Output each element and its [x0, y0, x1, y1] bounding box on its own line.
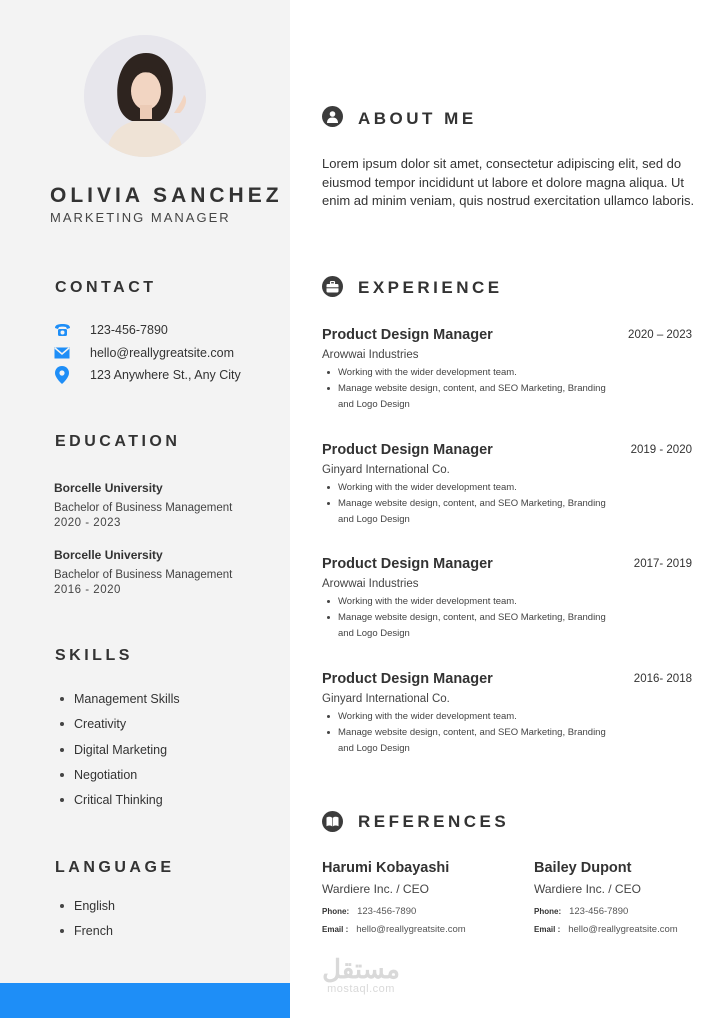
reference-email	[534, 924, 678, 935]
job-bullet: Manage website design, content, and SEO Marketing, Branding and Logo Design	[322, 496, 622, 528]
bullet-dot	[60, 773, 64, 777]
education-heading: EDUCATION	[55, 433, 181, 450]
experience-entry	[322, 671, 692, 761]
experience-heading: EXPERIENCE	[358, 278, 503, 297]
reference-phone	[322, 906, 416, 917]
job-bullets	[322, 709, 622, 757]
education-school: Borcelle University	[54, 481, 163, 495]
watermark-latin: mostaql.com	[327, 983, 395, 995]
skill-label: Critical Thinking	[74, 793, 163, 807]
job-years: 2016- 2018	[633, 673, 692, 685]
envelope-icon	[53, 344, 71, 362]
reference-name: Bailey Dupont	[534, 860, 632, 876]
bullet-dot	[60, 929, 64, 933]
reference-phone-label: Phone:	[322, 907, 350, 916]
job-bullet: Working with the wider development team.	[322, 365, 622, 381]
education-years: 2020 - 2023	[54, 517, 121, 529]
contact-address: 123 Anywhere St., Any City	[90, 368, 241, 382]
user-icon	[322, 106, 343, 127]
education-school: Borcelle University	[54, 548, 163, 562]
job-bullet: Manage website design, content, and SEO Marketing, Branding and Logo Design	[322, 610, 622, 642]
bullet-dot	[60, 904, 64, 908]
reference-name: Harumi Kobayashi	[322, 860, 450, 876]
watermark	[316, 955, 406, 995]
skill-item	[60, 717, 126, 731]
job-title: Product Design Manager	[322, 671, 493, 687]
job-bullet: Working with the wider development team.	[322, 594, 622, 610]
contact-phone: 123-456-7890	[90, 323, 168, 337]
watermark-arabic: مستقل	[322, 954, 400, 984]
education-degree: Bachelor of Business Management	[54, 502, 233, 514]
map-pin-icon	[53, 366, 71, 384]
reference-email-value[interactable]: hello@reallygreatsite.com	[568, 924, 678, 935]
bullet-dot	[60, 748, 64, 752]
job-bullet: Working with the wider development team.	[322, 480, 622, 496]
job-company: Ginyard International Co.	[322, 464, 450, 476]
language-label: English	[74, 899, 115, 913]
language-item	[60, 924, 113, 938]
reference-phone-value: 123-456-7890	[569, 906, 629, 917]
reference-phone-value: 123-456-7890	[357, 906, 417, 917]
phone-icon	[53, 321, 71, 339]
contact-address-row	[53, 366, 241, 384]
job-company: Arowwai Industries	[322, 578, 419, 590]
job-title: Product Design Manager	[322, 442, 493, 458]
job-years: 2019 - 2020	[630, 444, 692, 456]
reference-email	[322, 924, 466, 935]
contact-heading: CONTACT	[55, 279, 157, 296]
skill-label: Creativity	[74, 717, 127, 731]
experience-entry	[322, 556, 692, 646]
profile-role: MARKETING MANAGER	[50, 210, 231, 225]
skill-label: Management Skills	[74, 692, 180, 706]
reference-email-value[interactable]: hello@reallygreatsite.com	[356, 924, 466, 935]
job-company: Ginyard International Co.	[322, 693, 450, 705]
profile-name: OLIVIA SANCHEZ	[50, 184, 283, 207]
reference-email-label: Email :	[534, 925, 561, 934]
reference-email-label: Email :	[322, 925, 349, 934]
job-bullet: Manage website design, content, and SEO Marketing, Branding and Logo Design	[322, 381, 622, 413]
job-title: Product Design Manager	[322, 327, 493, 343]
reference-company: Wardiere Inc. / CEO	[322, 882, 429, 896]
briefcase-icon	[322, 276, 343, 297]
education-years: 2016 - 2020	[54, 584, 121, 596]
bullet-dot	[60, 722, 64, 726]
skill-item	[60, 743, 167, 757]
skills-heading: SKILLS	[55, 647, 133, 664]
references-heading: REFERENCES	[358, 812, 510, 831]
job-bullets	[322, 594, 622, 642]
education-degree: Bachelor of Business Management	[54, 569, 233, 581]
about-heading: ABOUT ME	[358, 109, 477, 128]
job-bullets	[322, 365, 622, 413]
reference-company: Wardiere Inc. / CEO	[534, 882, 641, 896]
contact-email-row	[53, 344, 235, 362]
skill-label: Digital Marketing	[74, 743, 168, 757]
sidebar-accent-bar	[0, 983, 290, 1018]
bullet-dot	[60, 798, 64, 802]
job-title: Product Design Manager	[322, 556, 493, 572]
job-bullets	[322, 480, 622, 528]
experience-entry	[322, 327, 692, 417]
job-years: 2020 – 2023	[628, 329, 692, 341]
sidebar	[0, 0, 290, 1018]
job-company: Arowwai Industries	[322, 349, 419, 361]
job-years: 2017- 2019	[633, 558, 692, 570]
skill-item	[60, 692, 180, 706]
skill-item	[60, 793, 163, 807]
language-heading: LANGUAGE	[55, 859, 175, 876]
profile-photo	[84, 35, 206, 157]
language-item	[60, 899, 115, 913]
language-label: French	[74, 924, 113, 938]
skill-item	[60, 768, 137, 782]
job-bullet: Manage website design, content, and SEO Marketing, Branding and Logo Design	[322, 725, 622, 757]
contact-phone-row	[53, 321, 168, 339]
about-text: Lorem ipsum dolor sit amet, consectetur adipiscing elit, sed do eiusmod tempor incididunt ut labore et dolore magna aliqua. Ut enim ad minim veniam, quis nostrud exercitation ullamco laboris.	[322, 156, 695, 208]
reference-phone	[534, 906, 628, 917]
experience-entry	[322, 442, 692, 532]
bullet-dot	[60, 697, 64, 701]
book-icon	[322, 811, 343, 832]
contact-email[interactable]: hello@reallygreatsite.com	[90, 346, 235, 360]
profile-photo-illustration	[84, 35, 206, 157]
skill-label: Negotiation	[74, 768, 138, 782]
reference-phone-label: Phone:	[534, 907, 562, 916]
job-bullet: Working with the wider development team.	[322, 709, 622, 725]
